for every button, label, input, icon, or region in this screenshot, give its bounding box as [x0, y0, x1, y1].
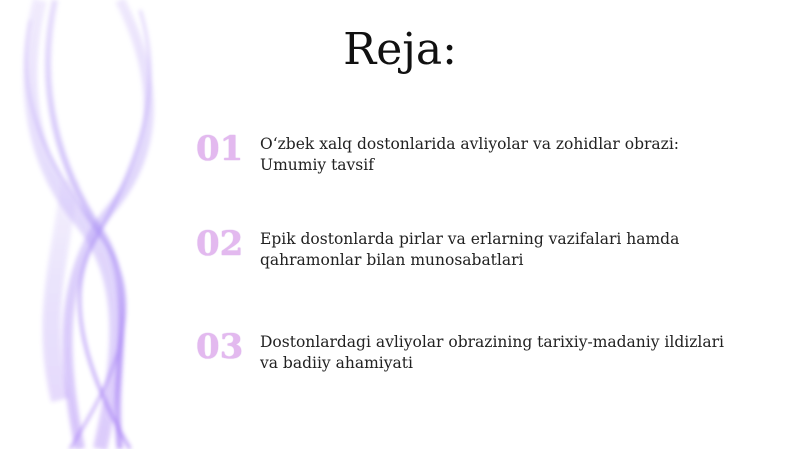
item-number: 02	[196, 224, 244, 264]
slide-title: Reja:	[343, 24, 457, 75]
item-text: O‘zbek xalq dostonlarida avliyolar va zohidlar obrazi: Umumiy tavsif	[260, 135, 680, 174]
smoke-decoration	[0, 0, 200, 449]
item-text: Epik dostonlarda pirlar va erlarning vazifalari hamda qahramonlar bilan munosabatlari	[260, 230, 680, 269]
item-number: 01	[196, 129, 244, 169]
list-item	[196, 129, 756, 192]
list-item	[196, 327, 756, 390]
list-item	[196, 224, 756, 287]
item-number: 03	[196, 327, 244, 367]
item-text: Dostonlardagi avliyolar obrazining tarixiy-madaniy ildizlari va badiiy ahamiyati	[260, 333, 724, 372]
